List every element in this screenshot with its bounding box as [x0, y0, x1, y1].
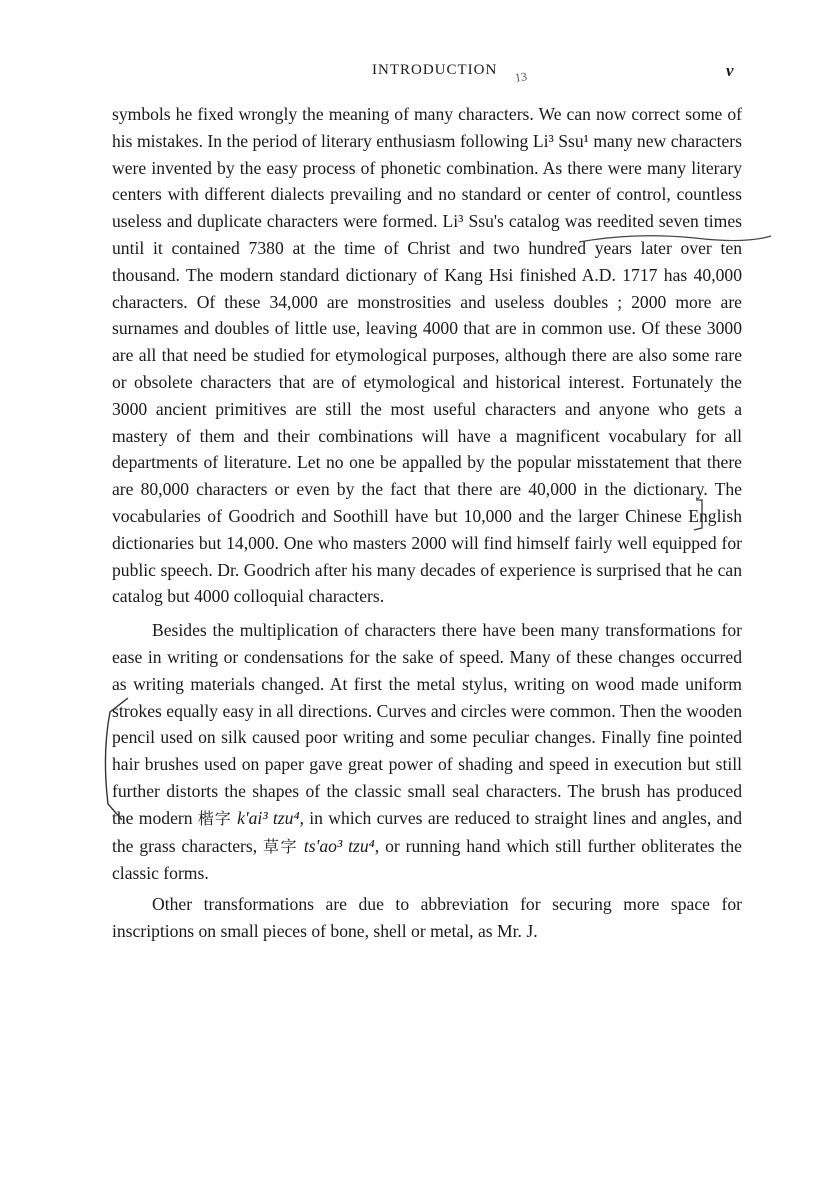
kai-romanization: k'ai³ tzu⁴ — [237, 807, 300, 828]
paragraph-2-text-b: , in which curves are reduced to straight lines and angles, and the grass characters, — [112, 807, 743, 856]
paragraph-3: Other transformations are due to abbreviation for securing more space for inscriptions on small pieces of bone, shell or metal, as Mr. J. — [112, 894, 742, 941]
running-head — [0, 62, 840, 86]
page-number: v — [726, 61, 734, 80]
pencil-bracket-mark-right — [692, 498, 708, 532]
paragraph-2-text-c: , or running hand which still further obliterates the classic forms. — [112, 835, 742, 884]
cao-characters: 草字 — [263, 836, 298, 856]
paragraph-1: symbols he fixed wrongly the meaning of many characters. We can now correct some of his mistakes. In the period of literary enthusiasm following Li³ Ssu¹ many new characters were invented by the easy process of phonetic combination. As there were many literary centers with different dialects prevailing and no standard or center of control, countless useless and duplicate characters were formed. Li³ Ssu's catalog was reedited seven times until it contained 7380 at the time of Christ and two hundred years later over ten thousand. The modern standard dictionary of Kang Hsi finished A.D. 1717 has 40,000 characters. Of these 34,000 are monstrosities and useless doubles ; 2000 more are surnames and doubles of little use, leaving 4000 that are in common use. Of these 3000 are all that need be studied for etymological purposes, although there are also some rare or obsolete characters that are of etymological and historical interest. Fortunately the 3000 ancient primitives are still the most useful characters and anyone who gets a mastery of them and their combinations will have a magnificent vocabulary for all departments of literature. Let no one be appalled by the popular misstatement that there are 80,000 characters or even by the fact that there are 40,000 in the dictionary. The vocabularies of Goodrich and Soothill have but 10,000 and the larger Chinese English dictionaries but 14,000. One who masters 2000 will find himself fairly well equipped for public speech. Dr. Goodrich after his many decades of experience is surprised that he can catalog but 4000 colloquial characters. — [112, 104, 742, 607]
pencil-bracket-mark — [100, 694, 140, 824]
handwritten-page-stamp: 13 — [514, 69, 528, 85]
paragraph-2-text-a: Besides the multiplication of characters there have been many transformations for ease in writing or condensations for the sake of speed. Many of these changes occurred as writing materials changed. At first the metal stylus, writing on wood made uniform strokes equally easy in all directions. Curves and circles were common. Then the wooden pencil used on silk caused poor writing and some peculiar changes. Finally fine pointed hair brushes used on paper gave great power of shading and speed in execution but still further distorts the shapes of the classic small seal characters. The brush has produced the modern — [112, 620, 742, 828]
cao-romanization: ts'ao³ tzu⁴ — [303, 835, 375, 856]
paragraph-2 — [112, 617, 742, 887]
kai-characters: 楷字 — [197, 808, 232, 828]
body-text — [112, 101, 742, 945]
pencil-underline-mark — [575, 232, 775, 252]
running-title: INTRODUCTION — [372, 62, 498, 78]
